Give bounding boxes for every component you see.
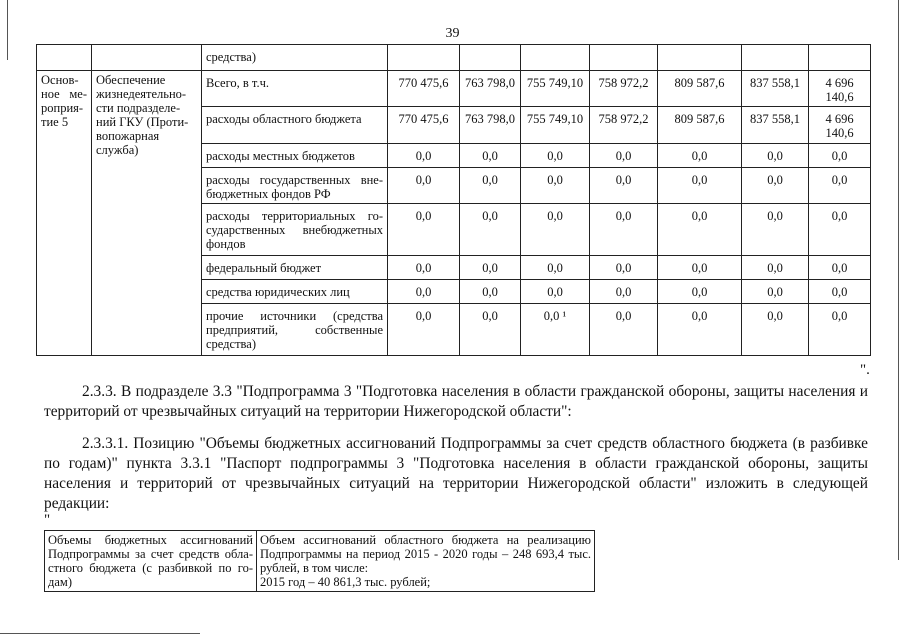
value-cell: 0,0 (809, 256, 871, 280)
value-cell: 0,0 (590, 256, 658, 280)
value-cell: 0,0 (742, 168, 809, 204)
value-cell: 0,0 (742, 256, 809, 280)
empty-cell (521, 45, 590, 71)
value-cell: 0,0 (460, 204, 521, 256)
value-cell: 770 475,6 (388, 107, 460, 144)
value-cell: 0,0 (658, 168, 742, 204)
value-cell: 809 587,6 (658, 107, 742, 144)
row-label-cell: федеральный бюджет (202, 256, 388, 280)
value-cell: 0,0 (590, 204, 658, 256)
right-margin-line (898, 0, 899, 560)
passport-right-line: Объем ассигнований областного бюджета на реализацию Подпрограммы на период 2015 - 2020 годы – 248 693,4 тыс. рублей, в том числе: (260, 533, 591, 575)
empty-cell (92, 45, 202, 71)
value-cell: 763 798,0 (460, 107, 521, 144)
row-label-cell: расходы государственных вне-бюджетных фондов РФ (202, 168, 388, 204)
value-cell: 758 972,2 (590, 107, 658, 144)
value-cell: 763 798,0 (460, 71, 521, 107)
value-cell: 0,0 (521, 280, 590, 304)
value-cell: 0,0 (590, 168, 658, 204)
value-cell: 755 749,10 (521, 71, 590, 107)
closing-quote: ". (860, 362, 870, 378)
value-cell: 0,0 (388, 144, 460, 168)
row-label-cell: расходы местных бюджетов (202, 144, 388, 168)
value-cell: 0,0 (809, 204, 871, 256)
value-cell: 0,0 (809, 304, 871, 356)
value-cell: 0,0 (460, 280, 521, 304)
value-cell: 0,0 (388, 168, 460, 204)
opening-quote: " (44, 512, 51, 528)
value-cell: 770 475,6 (388, 71, 460, 107)
value-cell: 0,0 (590, 280, 658, 304)
value-cell: 755 749,10 (521, 107, 590, 144)
table-header-fragment-row (37, 45, 871, 71)
header-fragment: средства) (202, 45, 388, 71)
value-cell: 758 972,2 (590, 71, 658, 107)
value-cell: 0,0 ¹ (521, 304, 590, 356)
value-cell: 0,0 (521, 204, 590, 256)
value-cell: 0,0 (742, 144, 809, 168)
empty-cell (590, 45, 658, 71)
paragraph-text: 2.3.3. В подразделе 3.3 "Подпрограмма 3 "Подготовка населения в области гражданской обороны, защиты населения и территорий от чрезвычайных ситуаций на территории Нижегородской области": (44, 383, 868, 420)
empty-cell (742, 45, 809, 71)
empty-cell (37, 45, 92, 71)
bottom-scan-line (0, 633, 200, 634)
paragraph-2-3-3-1 (44, 434, 868, 514)
value-cell: 0,0 (658, 280, 742, 304)
value-cell: 809 587,6 (658, 71, 742, 107)
value-cell: 0,0 (460, 304, 521, 356)
event-label-cell: Основ-ное ме-роприя-тие 5 (37, 71, 92, 356)
value-cell: 0,0 (590, 304, 658, 356)
value-cell: 0,0 (742, 204, 809, 256)
value-cell: 0,0 (590, 144, 658, 168)
empty-cell (460, 45, 521, 71)
value-cell: 0,0 (388, 256, 460, 280)
value-cell: 4 696 140,6 (809, 107, 871, 144)
value-cell: 0,0 (460, 144, 521, 168)
value-cell: 0,0 (809, 144, 871, 168)
left-margin-line (7, 0, 8, 60)
value-cell: 837 558,1 (742, 71, 809, 107)
value-cell: 0,0 (809, 280, 871, 304)
row-label-cell: Всего, в т.ч. (202, 71, 388, 107)
passport-row (45, 531, 595, 592)
value-cell: 0,0 (658, 304, 742, 356)
passport-table (44, 530, 595, 592)
row-label-cell: расходы территориальных го-сударственных внебюджетных фондов (202, 204, 388, 256)
paragraph-text: 2.3.3.1. Позицию "Объемы бюджетных ассигнований Подпрограммы за счет средств областного бюджета (в разбивке по годам)" пункта 3.3.1 "Паспорт подпрограммы 3 "Подготовка населения в области гражданской обороны, защиты населения и территорий от чрезвычайных ситуаций на территории Нижегородской области" изложить в следующей редакции: (44, 435, 868, 512)
passport-right-cell (257, 531, 595, 592)
value-cell: 0,0 (460, 168, 521, 204)
value-cell: 0,0 (742, 304, 809, 356)
event-description-cell: Обеспечение жизнедеятельно-сти подразделе-ний ГКУ (Проти-вопожарная служба) (92, 71, 202, 356)
value-cell: 0,0 (742, 280, 809, 304)
value-cell: 0,0 (460, 256, 521, 280)
value-cell: 0,0 (521, 144, 590, 168)
value-cell: 4 696 140,6 (809, 71, 871, 107)
value-cell: 837 558,1 (742, 107, 809, 144)
value-cell: 0,0 (388, 204, 460, 256)
value-cell: 0,0 (658, 204, 742, 256)
row-label-cell: расходы областного бюджета (202, 107, 388, 144)
empty-cell (388, 45, 460, 71)
value-cell: 0,0 (658, 144, 742, 168)
table-row (37, 71, 871, 107)
page-number: 39 (445, 26, 460, 41)
row-label-cell: средства юридических лиц (202, 280, 388, 304)
funding-table (36, 44, 871, 356)
passport-right-line: 2015 год – 40 861,3 тыс. рублей; (260, 575, 431, 589)
value-cell: 0,0 (658, 256, 742, 280)
value-cell: 0,0 (521, 256, 590, 280)
value-cell: 0,0 (388, 280, 460, 304)
value-cell: 0,0 (521, 168, 590, 204)
empty-cell (658, 45, 742, 71)
empty-cell (809, 45, 871, 71)
value-cell: 0,0 (809, 168, 871, 204)
row-label-cell: прочие источники (средства предприятий, собственные средства) (202, 304, 388, 356)
passport-left-cell: Объемы бюджетных ассигнований Подпрограммы за счет средств обла-стного бюджета (с разбивкой по го-дам) (45, 531, 257, 592)
paragraph-2-3-3 (44, 382, 868, 422)
value-cell: 0,0 (388, 304, 460, 356)
